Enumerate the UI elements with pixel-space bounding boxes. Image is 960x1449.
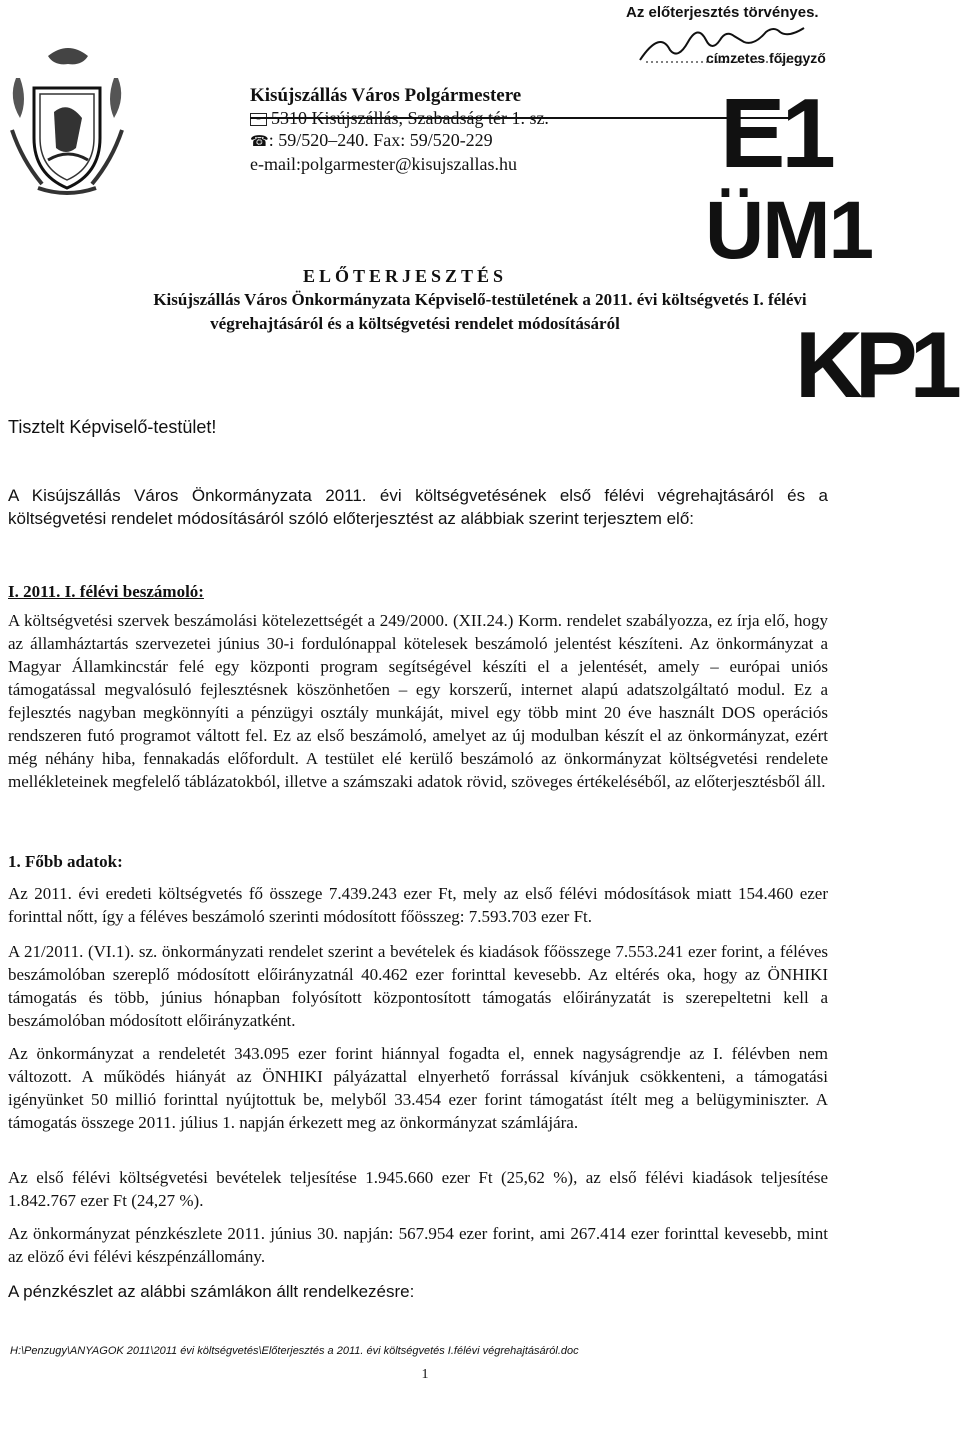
paragraph-fobb-adatok-5: Az önkormányzat pénzkészlete 2011. június 30. napján: 567.954 ezer forint, ami 267.414 ezer forinttal kevesebb, mint az elöző évi félévi készpénzállomány. [8, 1224, 828, 1266]
file-path-footer: H:\Penzugy\ANYAGOK 2011\2011 évi költségvetés\Előterjesztés a 2011. évi költségvetés I.félévi végrehajtásáról.doc [10, 1345, 579, 1357]
signature-caption: címzetes főjegyző [706, 50, 826, 66]
title-line-3: végrehajtásáról és a költségvetési rendelet módosításáról [210, 314, 620, 333]
paragraph-fobb-adatok-2: A 21/2011. (VI.1). sz. önkormányzati rendelet szerint a bevételek és kiadások főösszege 7.553.241 ezer forint, a féléves beszámolóban szereplő módosított előirányzatnál 40.462 ezer forinttal kevesebb. Az eltérés oka, hogy az ÖNHIKI támogatás és több, június hónapban folyósított központosított támogatás előirányzatát is szerepeltetni kell a beszámolóban módosított előirányzatként. [8, 942, 828, 1030]
intro-paragraph: A Kisújszállás Város Önkormányzata 2011. évi költségvetésének első félévi végrehajtásáról és a költségvetési rendelet módosításáról szóló előterjesztést az alábbiak szerint terjesztem elő: [8, 486, 828, 528]
salutation: Tisztelt Képviselő-testület! [8, 417, 217, 437]
letterhead-title: Kisújszállás Város Polgármestere [250, 85, 522, 106]
phone-text: : 59/520–240. Fax: 59/520-229 [268, 130, 493, 150]
email-line: e-mail:polgarmester@kisujszallas.hu [250, 153, 518, 174]
address-text: 5310 Kisújszállás, Szabadság tér 1. sz. [271, 108, 549, 128]
section-heading-1: I. 2011. I. félévi beszámoló: [8, 582, 204, 601]
paragraph-fobb-adatok-4: Az első félévi költségvetési bevételek teljesítése 1.945.660 ezer Ft (25,62 %), az első félévi kiadások teljesítése 1.842.767 ezer Ft (24,27 %). [8, 1168, 828, 1210]
letterhead-rule [250, 117, 790, 119]
phone-line [250, 129, 650, 153]
letterhead [250, 85, 650, 175]
page-number: 1 [421, 1367, 429, 1382]
legality-note: Az előterjesztés törvényes. [626, 4, 819, 21]
paragraph-fobb-adatok-3: Az önkormányzat a rendeletét 343.095 ezer forint hiánnyal fogadta el, ennek nagyságrendje az I. félévben nem változott. A működés hiányát az ÖNHIKI pályázattal elnyerhető forrással kívánjuk csökkenteni, a támogatási igényünket 50 millió forinttal nyújtottuk be, melyből 33.454 ezer forint támogatást ítélt meg a belügyminiszter. A támogatás összege 2011. július 1. napján érkezett meg az önkormányzat számlájára. [8, 1044, 828, 1132]
coat-of-arms-logo [8, 38, 126, 198]
stamp-kp1: KP1 [795, 312, 954, 417]
document-title [0, 264, 960, 336]
paragraph-fobb-adatok-1: Az 2011. évi eredeti költségvetés fő összege 7.439.243 ezer Ft, mely az első félévi módosítások miatt 154.460 ezer forinttal nőtt, így a féléves beszámoló szerinti módosított főösszeg: 7.593.703 ezer Ft. [8, 884, 828, 926]
paragraph-beszamolo: A költségvetési szervek beszámolási kötelezettségét a 249/2000. (XII.24.) Korm. rendelet szabályozza, ez írja elő, hogy az államháztartás szervezetei június 30-i fordulónappal kötelesek beszámoló jelentést készíteni. Az önkormányzat a Magyar Államkincstár felé egy központi program segítségével készíti el a jelentését, amely – európai uniós támogatással megvalósuló fejlesztésnek köszönhetően – egy korszerű, internet alapú adatszolgáltató modul. Ez a fejlesztés nagyban megkönnyíti a pénzügyi osztály munkáját, mivel egy több mint 20 éve használt DOS operációs rendszeren futó programot váltott fel. Ez az első beszámoló, amelyet az új modulban készít el az önkormányzat, ezért még néhány hiba, fennakadás előfordult. A testület elé kerülő beszámoló az önkormányzat költségvetési rendelete mellékleteinek megfelelő táblázatokból, illetve a számszaki adatok rövid, szöveges értékeléséből, az előterjesztésből áll. [8, 611, 828, 791]
mail-box-icon: ≡ [250, 113, 267, 126]
stamp-e1: E1 [720, 78, 832, 188]
title-line-1: ELŐTERJESZTÉS [302, 266, 508, 286]
paragraph-fobb-adatok-6: A pénzkészlet az alábbi számlákon állt rendelkezésre: [8, 1282, 415, 1301]
stamp-um1: ÜM1 [705, 185, 873, 276]
phone-icon: ☎ [250, 133, 269, 150]
title-line-2: Kisújszállás Város Önkormányzata Képviselő-testületének a 2011. évi költségvetés I. félévi [153, 290, 807, 309]
section-heading-2: 1. Főbb adatok: [8, 852, 123, 871]
